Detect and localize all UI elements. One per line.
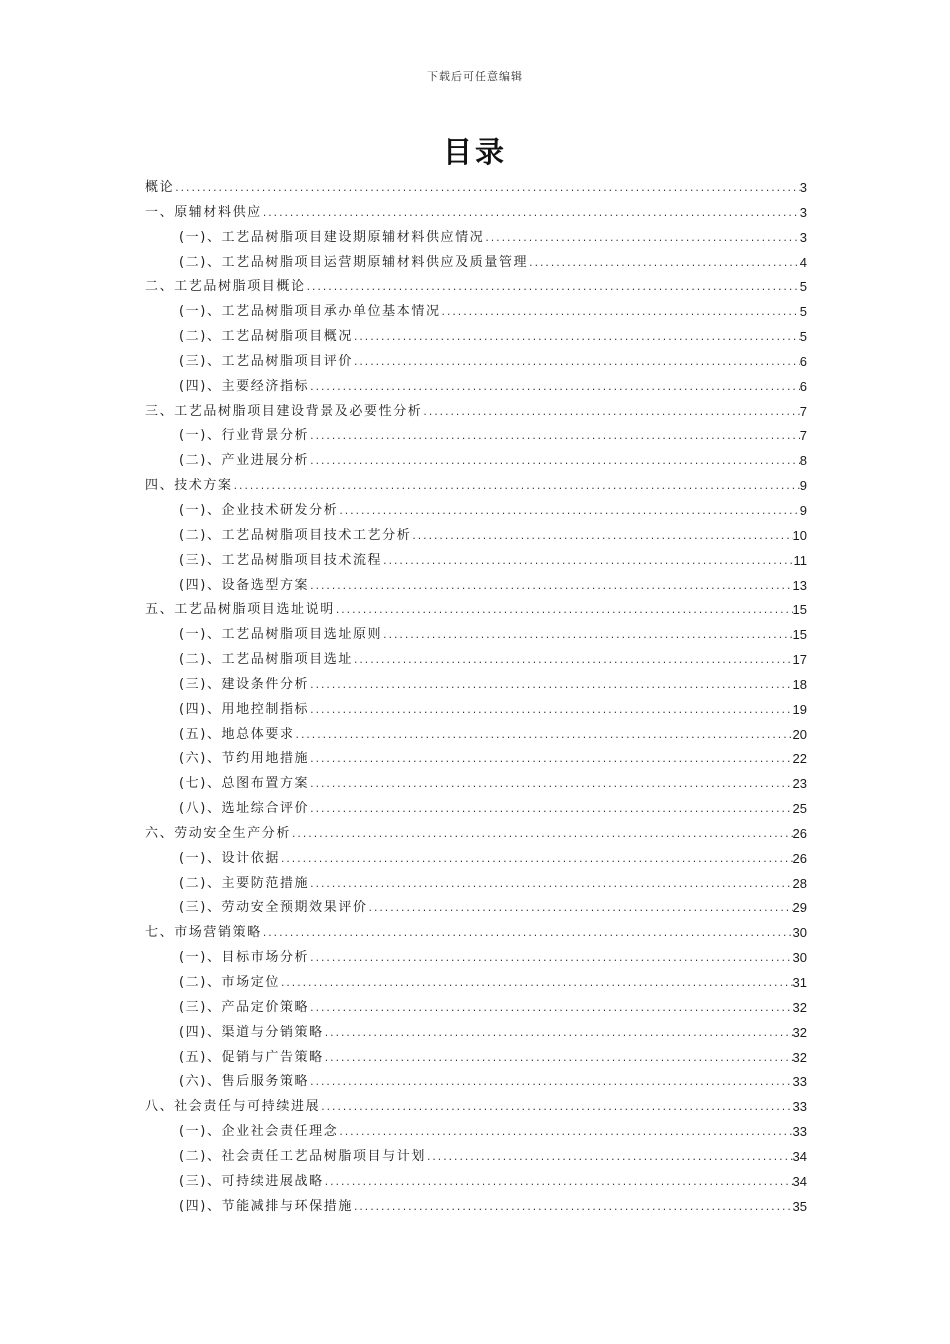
toc-entry[interactable] (145, 350, 807, 375)
toc-entry-page-number: 10 (792, 527, 807, 543)
toc-entry-page-number: 26 (792, 850, 807, 866)
toc-leader-dots (528, 251, 800, 276)
toc-entry-page-number: 28 (792, 875, 807, 891)
toc-entry[interactable] (145, 325, 807, 350)
toc-entry-page-number: 18 (792, 676, 807, 692)
toc-entry-label: 三、工艺品树脂项目建设背景及必要性分析 (145, 403, 423, 419)
toc-entry-label: (三)、工艺品树脂项目评价 (179, 353, 353, 369)
toc-entry[interactable] (145, 449, 807, 474)
toc-entry[interactable] (145, 698, 807, 723)
toc-entry-page-number: 22 (792, 751, 807, 767)
toc-entry-page-number: 32 (792, 1024, 807, 1040)
toc-entry-label: (三)、建设条件分析 (179, 676, 310, 692)
toc-entry[interactable] (145, 201, 807, 226)
toc-entry-label: (四)、主要经济指标 (179, 378, 310, 394)
toc-entry[interactable] (145, 822, 807, 847)
toc-entry-page-number: 34 (792, 1173, 807, 1189)
toc-entry[interactable] (145, 275, 807, 300)
toc-entry[interactable] (145, 1170, 807, 1195)
toc-entry[interactable] (145, 400, 807, 425)
toc-leader-dots (324, 1021, 793, 1046)
toc-entry-label: (四)、节能减排与环保措施 (179, 1198, 353, 1214)
toc-entry[interactable] (145, 797, 807, 822)
toc-leader-dots (306, 275, 800, 300)
toc-entry-label: (三)、工艺品树脂项目技术流程 (179, 552, 383, 568)
header-note: 下载后可任意编辑 (427, 70, 523, 83)
toc-leader-dots (309, 872, 792, 897)
toc-entry[interactable] (145, 300, 807, 325)
toc-leader-dots (484, 226, 799, 251)
toc-entry-label: (二)、市场定位 (179, 975, 280, 990)
toc-leader-dots (426, 1145, 793, 1170)
toc-leader-dots (262, 921, 793, 946)
toc-entry[interactable] (145, 424, 807, 449)
toc-entry-label: (六)、节约用地措施 (179, 751, 310, 767)
toc-entry-page-number: 34 (792, 1148, 807, 1164)
toc-entry-page-number: 5 (799, 279, 807, 295)
toc-leader-dots (309, 673, 792, 698)
toc-entry[interactable] (145, 1120, 807, 1145)
toc-leader-dots (411, 524, 792, 549)
toc-entry[interactable] (145, 226, 807, 251)
toc-entry-page-number: 6 (799, 378, 807, 394)
toc-entry-page-number: 3 (799, 229, 807, 245)
toc-entry[interactable] (145, 673, 807, 698)
toc-leader-dots (309, 797, 792, 822)
toc-entry[interactable] (145, 1145, 807, 1170)
toc-leader-dots (368, 896, 793, 921)
toc-entry-page-number: 35 (792, 1198, 807, 1214)
toc-entry-page-number: 6 (799, 353, 807, 369)
toc-entry[interactable] (145, 1195, 807, 1220)
toc-entry[interactable] (145, 176, 807, 201)
toc-entry-page-number: 13 (792, 577, 807, 593)
toc-entry[interactable] (145, 375, 807, 400)
toc-entry-page-number: 7 (799, 428, 807, 444)
toc-entry[interactable] (145, 971, 807, 996)
toc-entry-label: (一)、工艺品树脂项目选址原则 (179, 627, 383, 643)
toc-entry-page-number: 3 (799, 204, 807, 220)
toc-leader-dots (291, 822, 793, 847)
toc-entry-label: (二)、产业进展分析 (179, 453, 310, 469)
toc-entry-label: (八)、选址综合评价 (179, 801, 310, 817)
toc-entry-page-number: 11 (793, 552, 807, 568)
toc-leader-dots (422, 400, 799, 425)
toc-entry-page-number: 20 (792, 726, 807, 742)
toc-leader-dots (353, 1195, 793, 1220)
toc-entry[interactable] (145, 921, 807, 946)
toc-entry-label: (一)、目标市场分析 (179, 950, 310, 966)
toc-entry-label: (四)、渠道与分销策略 (179, 1024, 324, 1040)
toc-leader-dots (353, 350, 800, 375)
toc-leader-dots (280, 971, 793, 996)
toc-entry-label: (一)、企业技术研发分析 (179, 502, 339, 518)
toc-entry-page-number: 9 (799, 478, 807, 494)
toc-entry-page-number: 31 (792, 975, 807, 990)
toc-entry[interactable] (145, 723, 807, 748)
toc-entry-page-number: 33 (792, 1074, 807, 1090)
toc-entry-label: (一)、行业背景分析 (179, 428, 310, 444)
toc-entry-page-number: 25 (792, 801, 807, 817)
toc-leader-dots (382, 623, 792, 648)
toc-entry-page-number: 4 (799, 254, 807, 270)
toc-entry[interactable] (145, 1046, 807, 1071)
toc-entry-page-number: 23 (792, 776, 807, 792)
toc-entry-page-number: 5 (799, 329, 807, 345)
toc-entry-label: (六)、售后服务策略 (179, 1074, 310, 1090)
toc-entry-label: (二)、工艺品树脂项目运营期原辅材料供应及质量管理 (179, 254, 529, 270)
toc-entry[interactable] (145, 1095, 807, 1120)
toc-leader-dots (353, 325, 800, 350)
toc-entry[interactable] (145, 251, 807, 276)
toc-entry[interactable] (145, 847, 807, 872)
toc-leader-dots (338, 1120, 792, 1145)
toc-entry-label: 八、社会责任与可持续进展 (145, 1099, 321, 1115)
toc-entry-page-number: 8 (799, 453, 807, 469)
toc-entry[interactable] (145, 1070, 807, 1095)
toc-entry-label: (一)、工艺品树脂项目建设期原辅材料供应情况 (179, 229, 485, 245)
toc-entry[interactable] (145, 549, 807, 574)
toc-leader-dots (441, 300, 800, 325)
toc-leader-dots (309, 424, 800, 449)
toc-entry-label: (七)、总图布置方案 (179, 776, 310, 792)
toc-entry-label: (一)、设计依据 (179, 850, 280, 866)
toc-leader-dots (309, 996, 792, 1021)
toc-entry-label: (二)、主要防范措施 (179, 875, 310, 891)
toc-leader-dots (335, 598, 793, 623)
toc-entry-label: (五)、地总体要求 (179, 726, 295, 742)
toc-leader-dots (295, 723, 793, 748)
toc-entry-label: (二)、工艺品树脂项目技术工艺分析 (179, 527, 412, 543)
toc-entry-label: 二、工艺品树脂项目概论 (145, 279, 306, 295)
toc-entry-page-number: 15 (792, 602, 807, 618)
toc-entry[interactable] (145, 648, 807, 673)
toc-entry[interactable] (145, 747, 807, 772)
toc-leader-dots (233, 474, 800, 499)
toc-entry[interactable] (145, 524, 807, 549)
toc-leader-dots (309, 1070, 792, 1095)
toc-entry-page-number: 3 (799, 180, 807, 195)
toc-entry-label: (二)、社会责任工艺品树脂项目与计划 (179, 1148, 426, 1164)
toc-entry-page-number: 9 (799, 502, 807, 518)
toc-entry-page-number: 5 (799, 304, 807, 320)
toc-entry-label: (三)、产品定价策略 (179, 999, 310, 1015)
toc-entry-label: 概论 (145, 180, 175, 195)
toc-entry-label: 五、工艺品树脂项目选址说明 (145, 602, 335, 618)
toc-entry[interactable] (145, 499, 807, 524)
toc-leader-dots (309, 772, 792, 797)
toc-leader-dots (309, 449, 800, 474)
toc-entry[interactable] (145, 896, 807, 921)
toc-leader-dots (338, 499, 799, 524)
toc-entry-label: (三)、可持续进展战略 (179, 1173, 324, 1189)
toc-entry[interactable] (145, 474, 807, 499)
toc-entry-page-number: 29 (792, 900, 807, 916)
toc-entry-page-number: 19 (792, 701, 807, 717)
toc-entry-page-number: 7 (799, 403, 807, 419)
toc-entry-label: (一)、企业社会责任理念 (179, 1124, 339, 1140)
toc-leader-dots (324, 1170, 793, 1195)
toc-entry-label: 六、劳动安全生产分析 (145, 825, 292, 841)
toc-entry[interactable] (145, 946, 807, 971)
toc-leader-dots (309, 574, 792, 599)
toc-entry[interactable] (145, 996, 807, 1021)
toc-entry-page-number: 15 (792, 627, 807, 643)
toc-leader-dots (324, 1046, 793, 1071)
toc-entry-label: (二)、工艺品树脂项目概况 (179, 329, 353, 345)
toc-entry[interactable] (145, 623, 807, 648)
toc-entry-page-number: 33 (792, 1099, 807, 1115)
toc-entry-page-number: 32 (792, 999, 807, 1015)
toc-entry[interactable] (145, 1021, 807, 1046)
toc-entry-page-number: 17 (792, 652, 807, 668)
toc-entry-page-number: 30 (792, 950, 807, 966)
toc-entry-label: (二)、工艺品树脂项目选址 (179, 652, 353, 668)
toc-entry-page-number: 26 (792, 825, 807, 841)
page-title: 目录 (442, 135, 507, 169)
toc-leader-dots (382, 549, 793, 574)
toc-entry[interactable] (145, 772, 807, 797)
toc-entry-page-number: 30 (792, 925, 807, 941)
toc-entry-label: 七、市场营销策略 (145, 925, 262, 941)
toc-entry[interactable] (145, 598, 807, 623)
toc-leader-dots (280, 847, 793, 872)
toc-entry-page-number: 32 (792, 1049, 807, 1065)
toc-entry-page-number: 33 (792, 1124, 807, 1140)
toc-entry[interactable] (145, 872, 807, 897)
toc-entry-label: (四)、用地控制指标 (179, 701, 310, 717)
toc-leader-dots (320, 1095, 792, 1120)
toc-entry-label: (三)、劳动安全预期效果评价 (179, 900, 368, 916)
toc-entry-label: (五)、促销与广告策略 (179, 1049, 324, 1065)
toc-leader-dots (309, 946, 792, 971)
toc-entry[interactable] (145, 574, 807, 599)
toc-entry-label: (四)、设备选型方案 (179, 577, 310, 593)
toc-entry-label: 四、技术方案 (145, 478, 233, 494)
toc-leader-dots (262, 201, 800, 226)
toc-leader-dots (309, 698, 792, 723)
toc-leader-dots (309, 747, 792, 772)
toc-entry-label: (一)、工艺品树脂项目承办单位基本情况 (179, 304, 441, 320)
toc-leader-dots (353, 648, 793, 673)
toc-leader-dots (174, 176, 800, 201)
table-of-contents (145, 176, 807, 1219)
toc-leader-dots (309, 375, 800, 400)
toc-entry-label: 一、原辅材料供应 (145, 204, 262, 220)
